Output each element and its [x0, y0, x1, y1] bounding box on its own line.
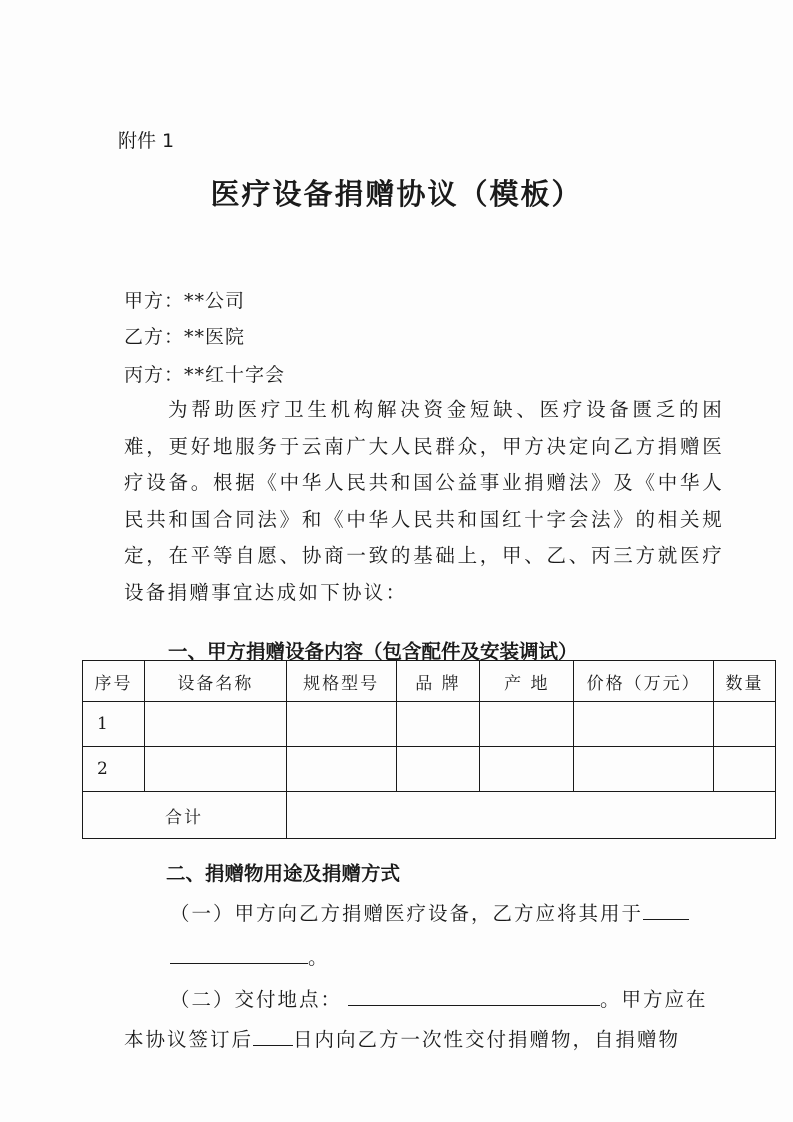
- clause1-text: （一）甲方向乙方捐赠医疗设备，乙方应将其用于: [170, 902, 644, 925]
- table-cell: [574, 702, 714, 747]
- section2-heading: 二、捐赠物用途及捐赠方式: [166, 862, 401, 885]
- clause2-line2-end: 日内向乙方一次性交付捐赠物，自捐赠物: [293, 1028, 681, 1051]
- table-cell: [144, 702, 286, 747]
- header-cell: 规格型号: [286, 661, 396, 702]
- table-total-row: [83, 792, 776, 839]
- attachment-label: 附件 1: [118, 130, 175, 152]
- row-number: 2: [83, 747, 145, 792]
- table-cell: [286, 702, 396, 747]
- table-cell: [396, 702, 480, 747]
- header-cell: 产 地: [480, 661, 574, 702]
- section1-heading: 一、甲方捐赠设备内容（包含配件及安装调试）: [168, 640, 578, 663]
- party-c: 丙方：**红十字会: [124, 364, 286, 386]
- clause1-line2: [170, 942, 330, 970]
- table-row: [83, 747, 776, 792]
- clause2-line2: [124, 1024, 680, 1052]
- usage-blank[interactable]: [643, 899, 689, 920]
- usage-blank-continued[interactable]: [170, 943, 308, 964]
- party-b: 乙方：**医院: [124, 326, 246, 348]
- clause1-line1: [170, 898, 689, 926]
- clause2-line2-start: 本协议签订后: [124, 1028, 254, 1051]
- table-cell: [714, 702, 776, 747]
- header-cell: 序号: [83, 661, 145, 702]
- table-cell: [286, 747, 396, 792]
- table-cell: [574, 747, 714, 792]
- document-title: 医疗设备捐赠协议（模板）: [210, 177, 583, 211]
- header-cell: 设备名称: [144, 661, 286, 702]
- header-cell: 数量: [714, 661, 776, 702]
- table-header-row: [83, 661, 776, 702]
- party-a: 甲方：**公司: [124, 290, 246, 312]
- table-row: [83, 702, 776, 747]
- delivery-days-blank[interactable]: [253, 1025, 293, 1046]
- table-cell: [396, 747, 480, 792]
- equipment-table: [82, 660, 776, 839]
- intro-paragraph: 为帮助医疗卫生机构解决资金短缺、医疗设备匮乏的困难，更好地服务于云南广大人民群众，甲方决定向乙方捐赠医疗设备。根据《中华人民共和国公益事业捐赠法》及《中华人民共和国合同法》和《中华人民共和国红十字会法》的相关规定，在平等自愿、协商一致的基础上，甲、乙、丙三方就医疗设备捐赠事宜达成如下协议：: [124, 398, 724, 604]
- clause1-end: 。: [308, 946, 330, 969]
- table-cell: [480, 702, 574, 747]
- total-label: 合计: [83, 792, 287, 839]
- delivery-location-blank[interactable]: [348, 985, 600, 1006]
- row-number: 1: [83, 702, 145, 747]
- clause2-line1: [170, 984, 708, 1012]
- header-cell: 价格（万元）: [574, 661, 714, 702]
- table-cell: [714, 747, 776, 792]
- clause2-text: （二）交付地点：: [170, 988, 343, 1011]
- clause2-after-blank: 。甲方应在: [600, 988, 708, 1011]
- header-cell: 品 牌: [396, 661, 480, 702]
- total-value-cell: [286, 792, 775, 839]
- table-cell: [144, 747, 286, 792]
- table-cell: [480, 747, 574, 792]
